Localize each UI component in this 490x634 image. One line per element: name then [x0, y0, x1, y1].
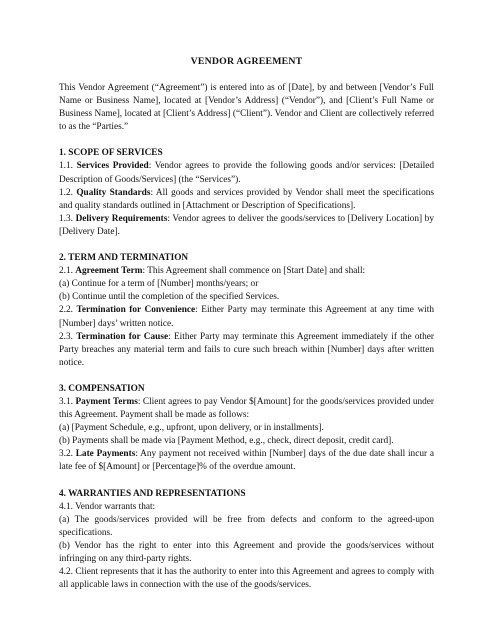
section-2: [59, 252, 434, 370]
section-heading: 4. WARRANTIES AND REPRESENTATIONS: [59, 488, 246, 499]
clause-term: Quality Standards: [76, 187, 151, 198]
clause-number: 3.2.: [59, 449, 76, 460]
clause-number: 2.3.: [59, 331, 77, 342]
clause-text: : Vendor agrees to deliver the goods/services to [Delivery Location] by [Delivery Date].: [59, 213, 434, 237]
clause-item: [59, 213, 434, 239]
section-heading: 1. SCOPE OF SERVICES: [59, 148, 163, 159]
clause-item: [59, 422, 434, 435]
clause-number: 1.1.: [59, 161, 77, 172]
clause-text: : All goods and services provided by Vendor shall meet the specifications and quality standards outlined in [Attachment or Description of Specifications].: [59, 187, 434, 211]
clause-item: [59, 396, 434, 422]
clause-number: 1.3.: [59, 213, 76, 224]
clause-term: Late Payments: [75, 449, 136, 460]
section-4: [59, 488, 434, 593]
clause-item: [59, 514, 434, 540]
clause-item: [59, 448, 434, 474]
clause-text: (b) Continue until the completion of the specified Services.: [59, 292, 280, 303]
clause-item: [59, 435, 434, 448]
clause-text: : Any payment not received within [Number] days of the due date shall incur a late fee of $[Amount] or [Percentage]% of the overdue amount.: [59, 449, 434, 473]
clause-number: 3.1.: [59, 396, 76, 407]
section-1: [59, 147, 434, 239]
clause-text: (a) The goods/services provided will be free from defects and conform to the agreed-upon specifications.: [59, 514, 434, 538]
section-heading: 2. TERM AND TERMINATION: [59, 253, 189, 264]
clause-item: [59, 187, 434, 213]
clause-term: Payment Terms: [75, 396, 138, 407]
clause-term: Services Provided: [76, 161, 149, 172]
clause-term: Delivery Requirements: [75, 213, 168, 224]
clause-item: [59, 566, 434, 592]
sections-container: [59, 147, 434, 592]
clause-number: 2.1.: [59, 266, 76, 277]
clause-item: [59, 304, 434, 330]
section-3: [59, 383, 434, 475]
clause-text: : Client agrees to pay Vendor $[Amount] for the goods/services provided under this Agreement. Payment shall be made as follows:: [59, 396, 434, 421]
clause-text: : This Agreement shall commence on [Start Date] and shall:: [142, 266, 366, 277]
document-title: VENDOR AGREEMENT: [190, 56, 303, 67]
clause-item: [59, 291, 434, 304]
clause-text: (b) Vendor has the right to enter into this Agreement and provide the goods/services without infringing on any third-party rights.: [59, 540, 434, 564]
clause-number: 2.2.: [59, 305, 77, 316]
clause-item: [59, 501, 434, 514]
clause-item: [59, 160, 434, 186]
section-heading: 3. COMPENSATION: [59, 383, 145, 394]
clause-text: 4.2. Client represents that it has the authority to enter into this Agreement and agrees to comply with all applicable laws in connection with the use of the goods/services.: [59, 567, 434, 591]
intro-paragraph: This Vendor Agreement (“Agreement”) is entered into as of [Date], by and between [Vendor’s Full Name or Business Name], located at [Vendor’s Address] (“Vendor”), and [Client’s Full Name or Business Name], located at [Client’s Address] (“Client”). Vendor and Client are collectively referred to as the “Parties.”: [59, 83, 434, 133]
clause-text: 4.1. Vendor warrants that:: [59, 501, 156, 512]
clause-item: [59, 265, 434, 278]
clause-text: : Vendor agrees to provide the following goods and/or services: [Detailed Description of Goods/Services] (the “Services”).: [59, 161, 434, 185]
clause-text: (b) Payments shall be made via [Payment Method, e.g., check, direct deposit, credit card].: [59, 436, 394, 447]
clause-item: [59, 540, 434, 566]
clause-text: (a) [Payment Schedule, e.g., upfront, upon delivery, or in installments].: [59, 423, 324, 434]
clause-number: 1.2.: [59, 187, 77, 198]
clause-term: Agreement Term: [75, 266, 143, 277]
clause-text: (a) Continue for a term of [Number] months/years; or: [59, 279, 259, 290]
clause-item: [59, 278, 434, 291]
clause-term: Termination for Convenience: [76, 305, 196, 316]
clause-text: : Either Party may terminate this Agreement immediately if the other Party breaches any material term and fails to cure such breach within [Number] days after written notice.: [59, 331, 434, 368]
clause-term: Termination for Cause: [76, 331, 169, 342]
clause-item: [59, 331, 434, 370]
clause-text: : Either Party may terminate this Agreement at any time with [Number] days’ written notice.: [59, 305, 434, 329]
